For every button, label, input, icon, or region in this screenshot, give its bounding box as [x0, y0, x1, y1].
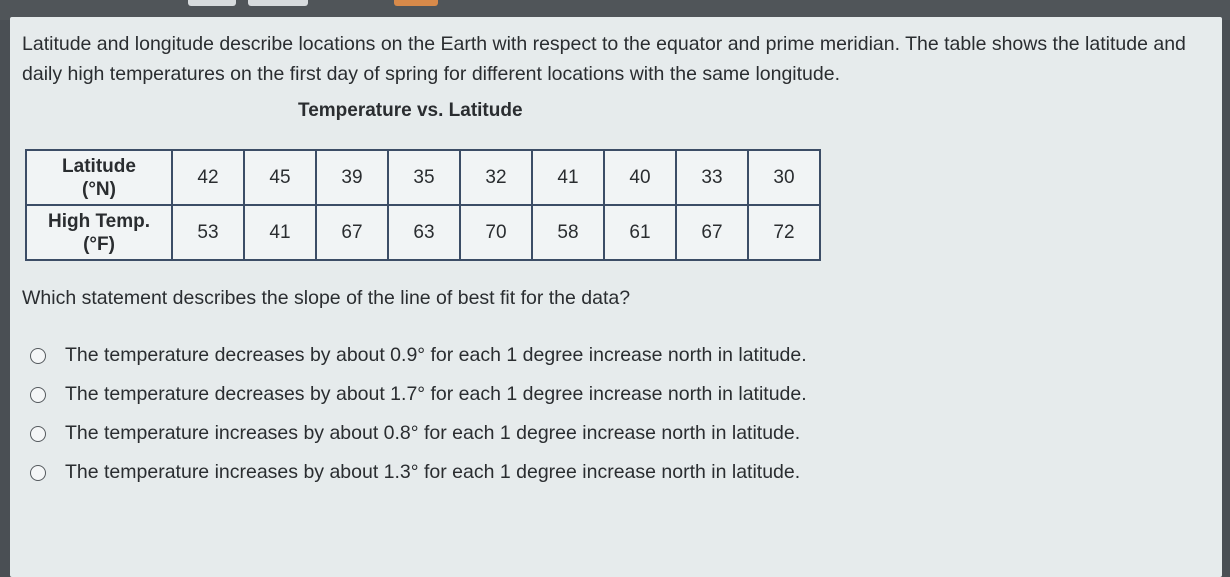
table-cell: 72: [748, 205, 820, 260]
table-cell: 40: [604, 150, 676, 205]
intro-text: Latitude and longitude describe locations on the Earth with respect to the equator and prime meridian. The table shows the latitude and daily high temperatures on the first day of spring for different locations with the same longitude.: [22, 33, 1186, 85]
radio-button-icon[interactable]: [30, 465, 46, 481]
row-header-unit: (°F): [83, 233, 115, 255]
question-text: Which statement describes the slope of the line of best fit for the data?: [22, 287, 631, 309]
table-cell: 35: [388, 150, 460, 205]
top-tab[interactable]: [188, 0, 236, 6]
table-cell: 32: [460, 150, 532, 205]
answer-choice-text[interactable]: The temperature increases by about 0.8° for each 1 degree increase north in latitude.: [65, 422, 801, 444]
answer-choice-text[interactable]: The temperature decreases by about 0.9° for each 1 degree increase north in latitude.: [65, 344, 807, 366]
table-row-latitude: [26, 150, 820, 205]
table-cell: 41: [244, 205, 316, 260]
row-header-latitude: [26, 150, 172, 205]
table-cell: 39: [316, 150, 388, 205]
table-cell: 41: [532, 150, 604, 205]
answer-choice-a[interactable]: [30, 336, 807, 375]
table-cell: 67: [676, 205, 748, 260]
table-cell: 58: [532, 205, 604, 260]
data-table: [25, 149, 821, 261]
table-cell: 45: [244, 150, 316, 205]
answer-choice-d[interactable]: [30, 453, 807, 492]
top-tab[interactable]: [248, 0, 308, 6]
table-cell: 53: [172, 205, 244, 260]
table-cell: 33: [676, 150, 748, 205]
table-cell: 30: [748, 150, 820, 205]
radio-button-icon[interactable]: [30, 348, 46, 364]
table-cell: 70: [460, 205, 532, 260]
table-cell: 67: [316, 205, 388, 260]
row-header-label: High Temp.: [47, 210, 151, 232]
answer-choice-text[interactable]: The temperature decreases by about 1.7° for each 1 degree increase north in latitude.: [65, 383, 807, 405]
radio-button-icon[interactable]: [30, 426, 46, 442]
answer-choice-c[interactable]: [30, 414, 807, 453]
table-cell: 63: [388, 205, 460, 260]
row-header-unit: (°N): [82, 178, 116, 200]
radio-button-icon[interactable]: [30, 387, 46, 403]
answer-choices: [30, 336, 807, 492]
table-title: Temperature vs. Latitude: [298, 100, 523, 121]
row-header-high-temp: [26, 205, 172, 260]
answer-choice-b[interactable]: [30, 375, 807, 414]
table-cell: 61: [604, 205, 676, 260]
top-tab-active[interactable]: [394, 0, 438, 6]
answer-choice-text[interactable]: The temperature increases by about 1.3° for each 1 degree increase north in latitude.: [65, 461, 801, 483]
table-cell: 42: [172, 150, 244, 205]
table-row-high-temp: [26, 205, 820, 260]
row-header-label: Latitude: [62, 155, 136, 177]
